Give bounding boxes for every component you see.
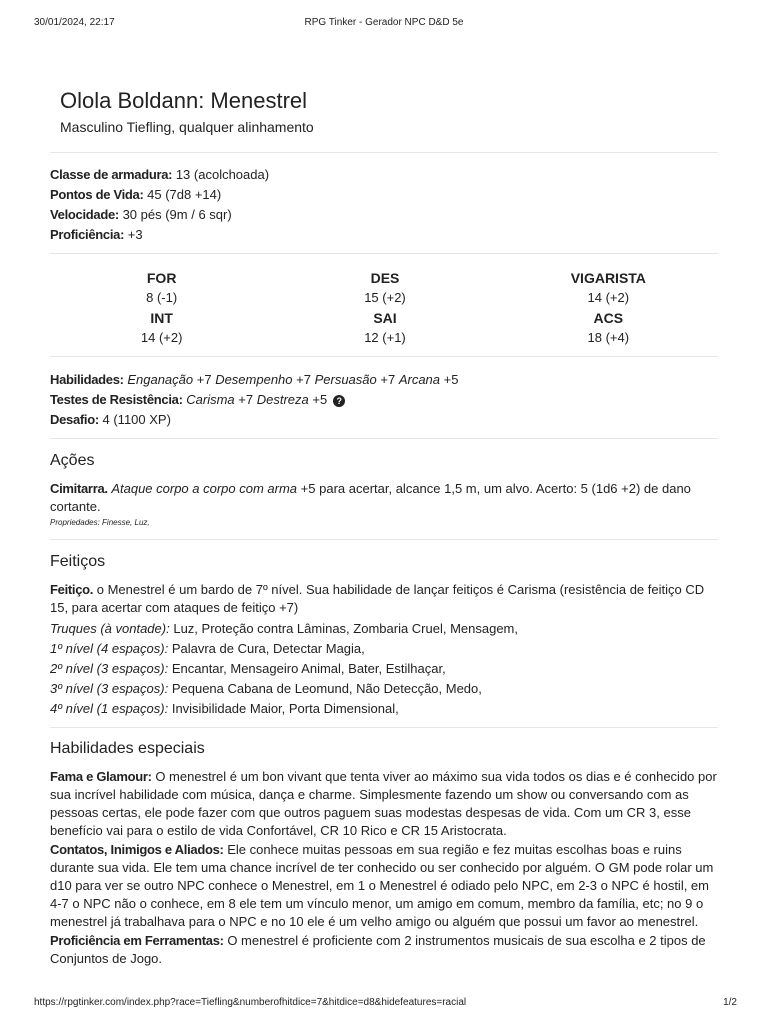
spell-level-label: Truques (à vontade): [50, 621, 170, 636]
print-page-number: 1/2 [723, 997, 737, 1008]
divider [50, 356, 718, 357]
spell-level-label: 2º nível (3 espaços): [50, 661, 169, 676]
ability-name: DES [370, 270, 400, 286]
skill-name: Arcana [398, 372, 441, 387]
spell-level-label: 3º nível (3 espaços): [50, 681, 169, 696]
ability-value: 12 (+1) [364, 330, 406, 345]
spell-list: Invisibilidade Maior, Porta Dimensional, [171, 701, 399, 716]
spell-level-1 [50, 640, 720, 658]
skill-value: +7 [296, 372, 311, 387]
spell-list: Encantar, Mensageiro Animal, Bater, Estilhaçar, [171, 661, 446, 676]
hp-value: 45 (7d8 +14) [147, 187, 222, 202]
npc-title: Olola Boldann: Menestrel [60, 88, 308, 113]
ability-name: ACS [593, 310, 624, 326]
divider [50, 438, 718, 439]
ac-value: 13 (acolchoada) [175, 167, 270, 182]
feature-contacts [50, 841, 720, 931]
spell-level-label: 1º nível (4 espaços): [50, 641, 169, 656]
ability-value: 8 (-1) [146, 290, 178, 305]
hit-points [50, 186, 720, 204]
ability-value: 15 (+2) [364, 290, 406, 305]
ability-des [273, 268, 496, 308]
print-page-title: RPG Tinker - Gerador NPC D&D 5e [304, 17, 464, 28]
ability-name: SAI [373, 310, 397, 326]
spell-cantrips [50, 620, 720, 638]
spellcasting-intro [50, 581, 720, 617]
proficiency [50, 226, 720, 244]
ability-for [50, 268, 273, 308]
spells-label: Feitiço. [50, 582, 94, 597]
skill-name: Enganação [127, 372, 194, 387]
feature-text: O menestrel é um bon vivant que tenta viver ao máximo sua vida todos os dias e é conhecido por sua incrível habilidade com música, dança e charme. Simplesmente fazendo um show ou conversando com as pessoas certas, ele pode fazer com que outros paguem suas modestas despesas de vida. Com um CR 3, esse benefício vai para o estilo de vida Confortável, CR 10 Rico e CR 15 Aristocrata. [50, 769, 717, 838]
skill-value: +7 [380, 372, 396, 387]
special-heading: Habilidades especiais [50, 740, 205, 757]
save-value: +7 [238, 392, 254, 407]
save-name: Destreza [256, 392, 309, 407]
spells-heading: Feitiços [50, 553, 106, 570]
skill-value: +7 [196, 372, 212, 387]
feature-tools [50, 932, 720, 968]
save-name: Carisma [186, 392, 235, 407]
spell-list: Luz, Proteção contra Lâminas, Zombaria Cruel, Mensagem, [173, 621, 519, 636]
skills-label: Habilidades: [50, 372, 124, 387]
spell-level-label: 4º nível (1 espaços): [50, 701, 169, 716]
ability-int [50, 308, 273, 348]
hp-label: Pontos de Vida: [50, 187, 144, 202]
print-url: https://rpgtinker.com/index.php?race=Tiefling&numberofhitdice=7&hitdice=d8&hidefeatures=racial [34, 997, 467, 1008]
saving-throws [50, 391, 720, 409]
skill-name: Persuasão [314, 372, 377, 387]
spell-level-3 [50, 680, 720, 698]
feature-fame [50, 768, 720, 840]
action-name: Cimitarra. [50, 481, 108, 496]
feature-text: O menestrel é proficiente com 2 instrumentos musicais de sua escolha e 2 tipos de Conjuntos de Jogo. [50, 933, 706, 966]
spells-intro-text: o Menestrel é um bardo de 7º nível. Sua habilidade de lançar feitiços é Carisma (resistência de feitiço CD 15, para acertar com ataques de feitiço +7) [50, 582, 705, 615]
action-scimitar [50, 480, 720, 516]
armor-class [50, 166, 720, 184]
save-value: +5 [312, 392, 328, 407]
ability-sai [273, 308, 496, 348]
saves-label: Testes de Resistência: [50, 392, 183, 407]
feature-text: Ele conhece muitas pessoas em sua região e fez muitas escolhas boas e ruins durante sua vida. Ele tem uma chance incrível de ter conhecido ou ser conhecido por alguém. O GM pode rolar um d10 para ver se outro NPC conhece o Menestrel, em 1 o Menestrel é odiado pelo NPC, em 2-3 o NPC é hostil, em 4-7 o NPC não o conhece, em 8 ele tem um vínculo menor, um amigo em comum, membro da família, etc; no 9 o menestrel já trabalhava para o NPC e no 10 ele é um velho amigo ou alguém que possui um favor ao menestrel. [50, 842, 714, 929]
skill-name: Desempenho [215, 372, 293, 387]
spell-level-2 [50, 660, 720, 678]
challenge-value: 4 (1100 XP) [102, 412, 171, 427]
spell-list: Palavra de Cura, Detectar Magia, [171, 641, 365, 656]
ability-value: 14 (+2) [587, 290, 630, 305]
ability-vigarista [497, 268, 720, 308]
npc-subtitle: Masculino Tiefling, qualquer alinhamento [60, 119, 314, 135]
ability-scores [50, 268, 720, 348]
spell-level-4 [50, 700, 720, 718]
print-datetime: 30/01/2024, 22:17 [34, 17, 115, 28]
skill-value: +5 [443, 372, 459, 387]
challenge-label: Desafio: [50, 412, 99, 427]
speed-value: 30 pés (9m / 6 sqr) [122, 207, 232, 222]
feature-label: Contatos, Inimigos e Aliados: [50, 842, 224, 857]
prof-label: Proficiência: [50, 227, 125, 242]
challenge [50, 411, 720, 429]
action-attack-type: Ataque corpo a corpo com arma [111, 481, 298, 496]
speed-label: Velocidade: [50, 207, 119, 222]
ability-name: INT [150, 310, 173, 326]
question-circle-icon[interactable]: ? [333, 395, 345, 407]
divider [50, 727, 718, 728]
ability-value: 14 (+2) [140, 330, 183, 345]
skills [50, 371, 720, 389]
prof-value: +3 [127, 227, 143, 242]
divider [50, 253, 718, 254]
divider [50, 539, 718, 540]
action-properties: Propriedades: Finesse, Luz, [50, 518, 150, 527]
ability-value: 18 (+4) [587, 330, 630, 345]
feature-label: Proficiência em Ferramentas: [50, 933, 224, 948]
feature-label: Fama e Glamour: [50, 769, 152, 784]
spell-list: Pequena Cabana de Leomund, Não Detecção, Medo, [171, 681, 482, 696]
ability-name: FOR [146, 270, 177, 286]
actions-heading: Ações [50, 452, 95, 469]
ability-name: VIGARISTA [570, 270, 646, 286]
speed [50, 206, 720, 224]
divider [50, 152, 718, 153]
action-text: +5 para acertar, alcance 1,5 m, um alvo. Acerto: 5 (1d6 +2) de dano cortante. [50, 481, 691, 514]
ac-label: Classe de armadura: [50, 167, 173, 182]
ability-acs [497, 308, 720, 348]
